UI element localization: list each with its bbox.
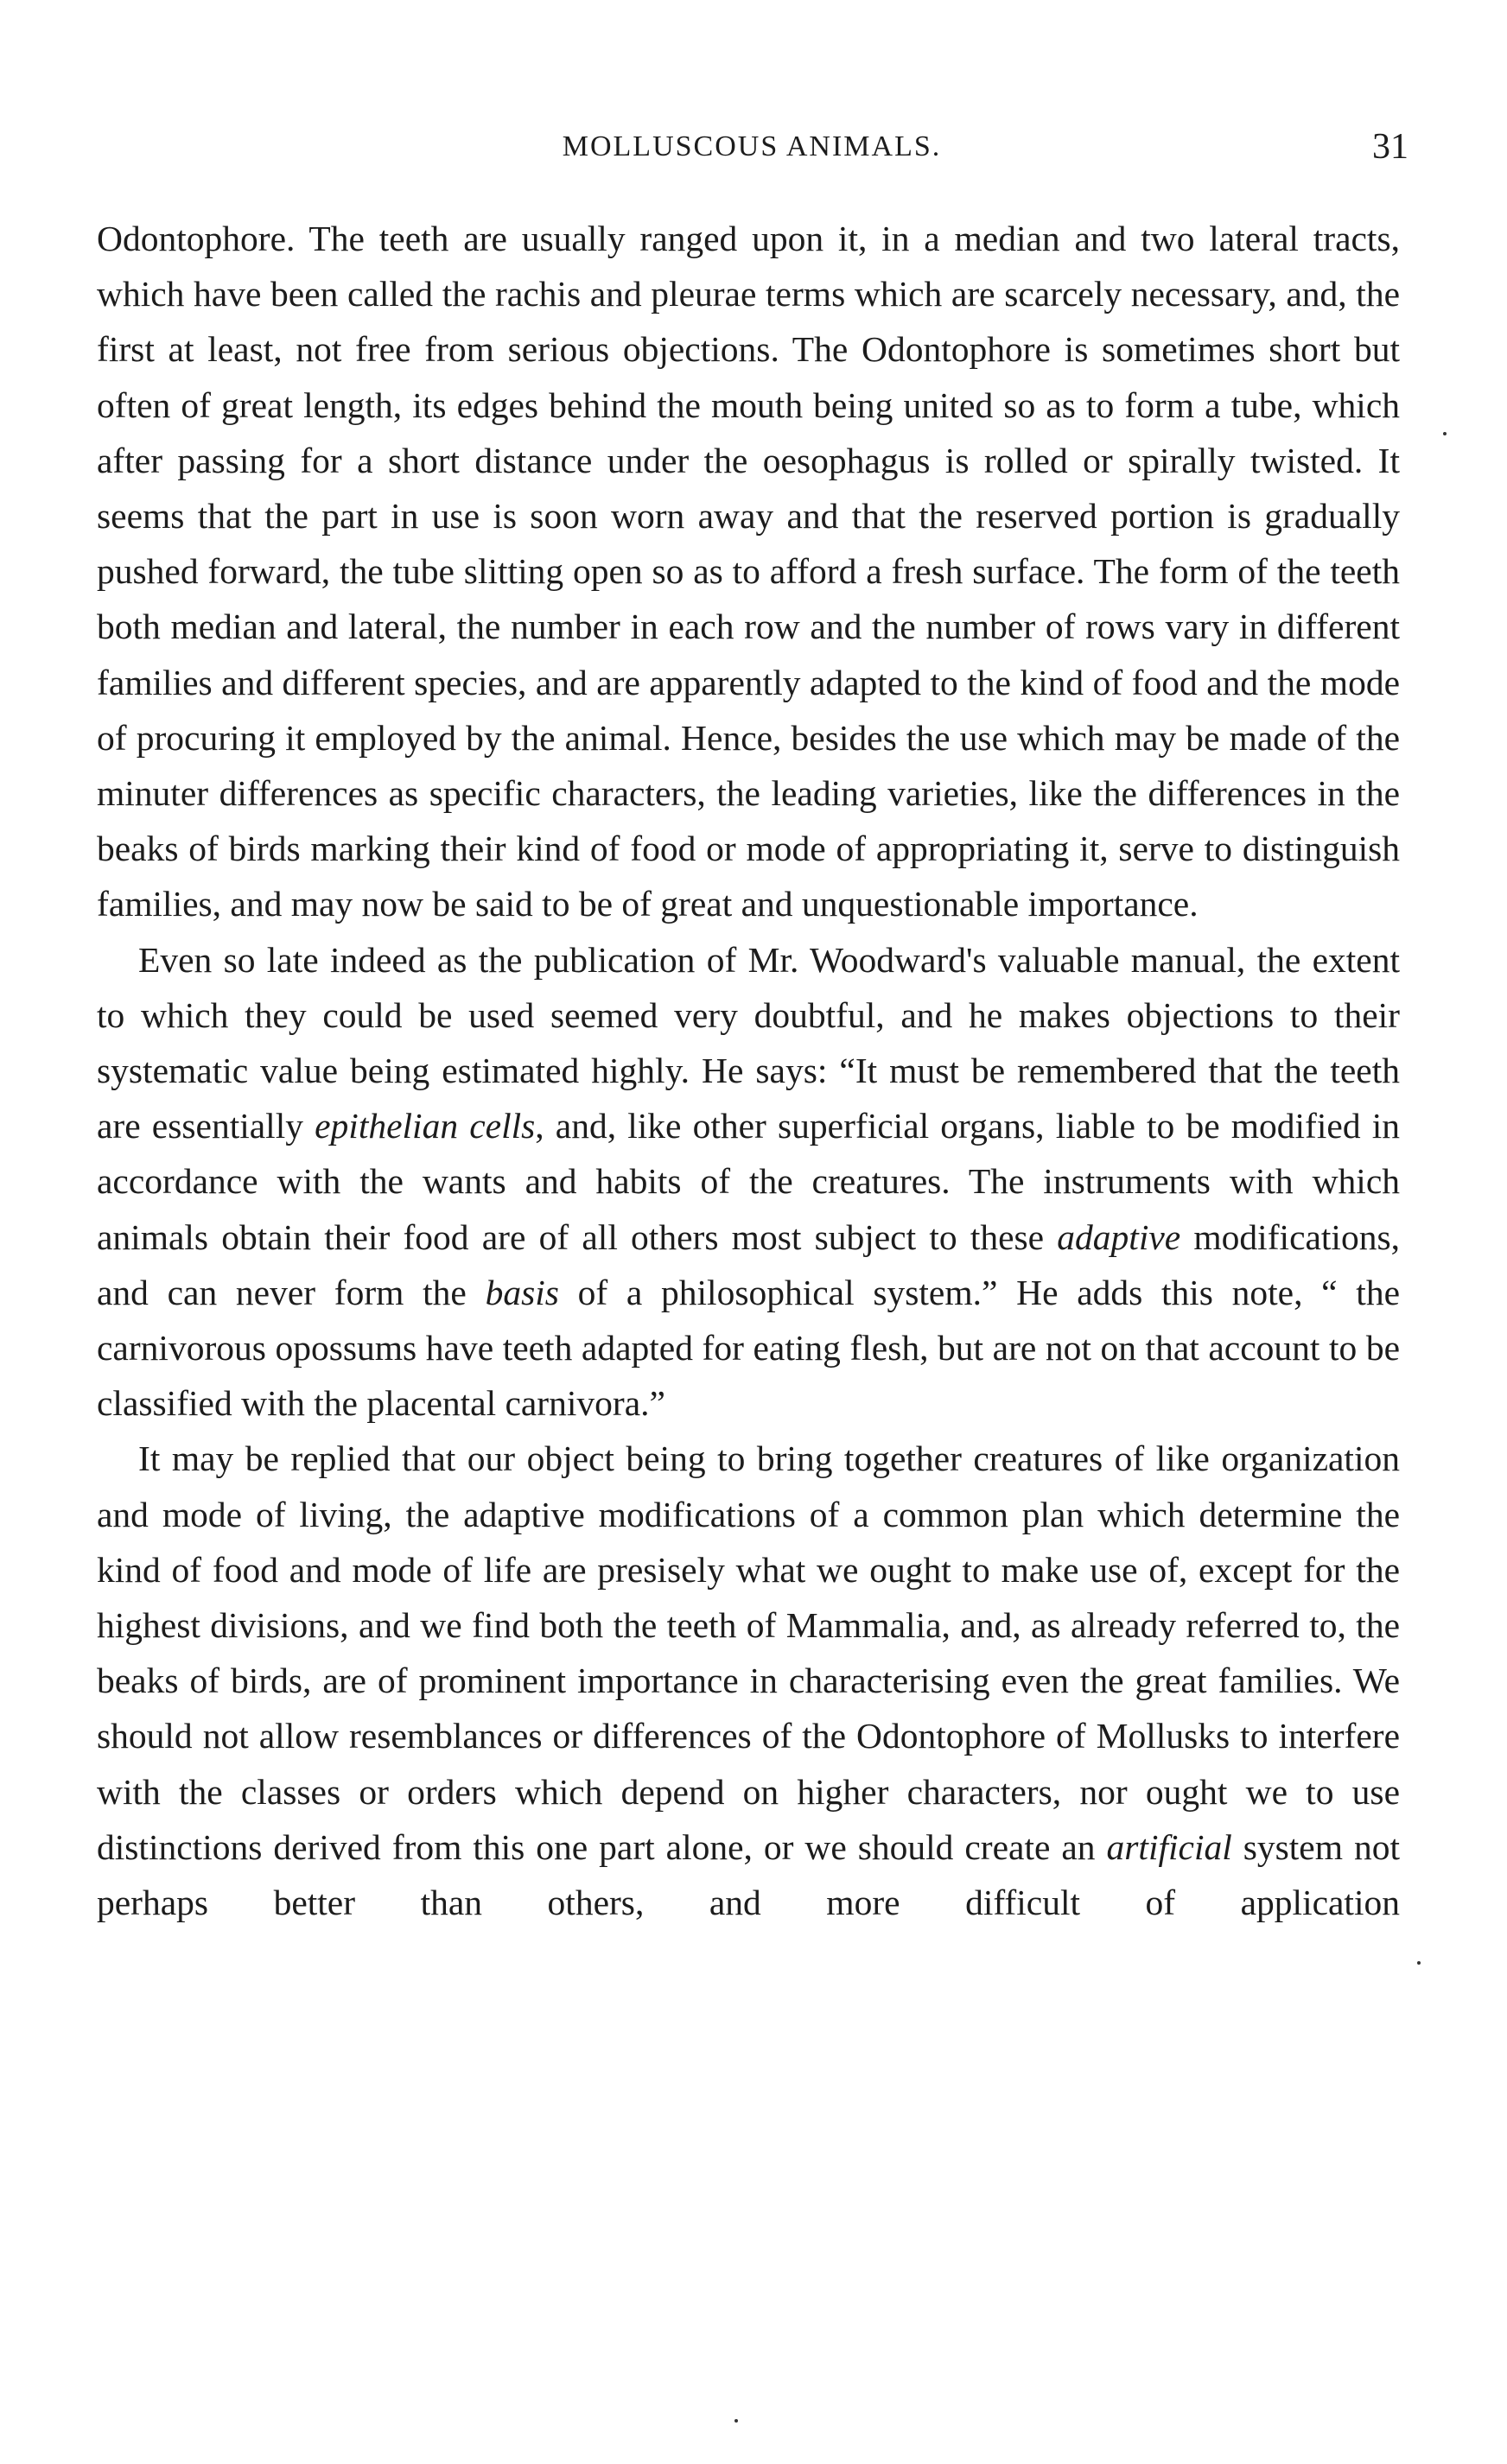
paragraph-1	[97, 211, 1400, 932]
italic-term: artificial	[1106, 1826, 1232, 1867]
print-speck	[1417, 1961, 1421, 1965]
paragraph-3	[97, 1431, 1400, 1930]
italic-term: adaptive	[1057, 1216, 1181, 1257]
italic-term: epithelian cells	[315, 1106, 536, 1146]
paragraph-text: , and, like other superficial organs, liable to be modified in accordance with the wants and habits of the creatures. The instruments with which animals obtain their food are of all others most subject to these	[97, 1106, 1400, 1257]
paragraph-text: modifications, and can never form the	[97, 1216, 1400, 1312]
paragraph-text: system not perhaps better than others, and more difficult of application	[97, 1826, 1400, 1923]
paragraph-text: Odontophore. The teeth are usually ranged upon it, in a median and two lateral tracts, which have been called the rachis and pleurae terms which are scarcely necessary, and, the first at least, not free from serious objections. The Odontophore is sometimes short but often of great length, its edges behind the mouth being united so as to form a tube, which after passing for a short distance under the oesophagus is rolled or spirally twisted. It seems that the part in use is soon worn away and that the reserved portion is gradually pushed forward, the tube slitting open so as to afford a fresh surface. The form of the teeth both median and lateral, the number in each row and the number of rows vary in different families and different species, and are apparently adapted to the kind of food and the mode of procuring it employed by the animal. Hence, besides the use which may be made of the minuter differences as specific characters, the leading varieties, like the differences in the beaks of birds marking their kind of food or mode of appropriating it, serve to distinguish families, and may now be said to be of great and unquestionable importance.	[97, 219, 1400, 924]
paragraph-2	[97, 932, 1400, 1432]
paragraph-text: It may be replied that our object being to bring together creatures of like organization and mode of living, the adaptive modifications of a common plan which determine the kind of food and mode of life are presisely what we ought to make use of, except for the highest divisions, and we find both the teeth of Mammalia, and, as already referred to, the beaks of birds, are of prominent importance in characterising even the great families. We should not allow resemblances or differences of the Odontophore of Mollusks to interfere with the classes or orders which depend on higher characters, nor ought we to use distinctions derived from this one part alone, or we should create an	[97, 1438, 1400, 1867]
running-title: MOLLUSCOUS ANIMALS.	[562, 130, 942, 162]
running-head	[95, 121, 1408, 173]
paragraph-text: Even so late indeed as the publication of Mr. Woodward's valuable manual, the extent to which they could be used seemed very doubtful, and he makes objections to their systematic value being estimated highly. He says: “It must be remembered that the teeth are essentially	[97, 939, 1400, 1146]
paragraph-text: of a philosophical system.” He adds this note, “ the carnivorous opossums have teeth adapted for eating flesh, but are not on that account to be classified with the placental carnivora.”	[97, 1272, 1400, 1424]
page-number: 31	[1372, 127, 1408, 167]
print-speck	[734, 2419, 738, 2423]
text-body	[97, 211, 1400, 1930]
print-speck	[1443, 432, 1447, 435]
italic-term: basis	[485, 1272, 559, 1312]
